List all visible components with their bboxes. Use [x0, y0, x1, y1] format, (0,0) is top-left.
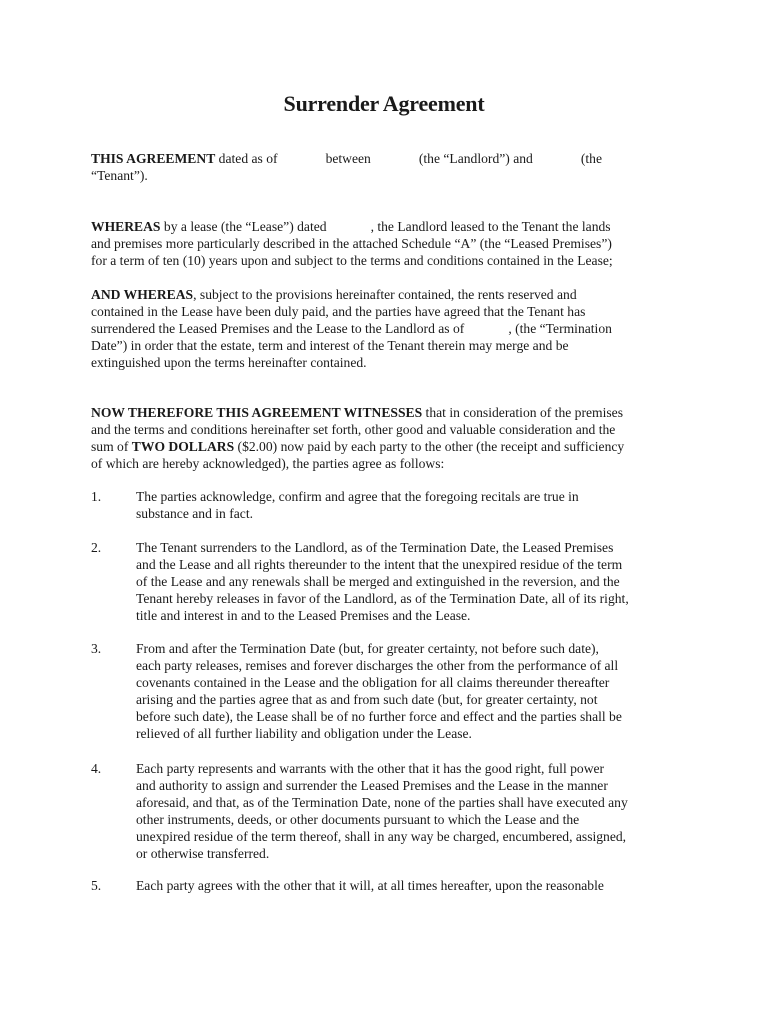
clause-line: From and after the Termination Date (but, for greater certainty, not before such date),: [136, 641, 599, 656]
clause-line: Each party agrees with the other that it will, at all times hereafter, upon the reasonable: [136, 878, 604, 893]
clause-text: [136, 761, 678, 862]
and-whereas-line-1: [91, 287, 678, 304]
clause-line: each party releases, remises and forever discharges the other from the performance of all: [136, 657, 619, 673]
clause-line: arising and the parties agree that as and from such date (but, for greater certainty, not: [136, 691, 598, 707]
clause-line: aforesaid, and that, as of the Termination Date, none of the parties shall have executed any: [136, 794, 628, 810]
clause-line: substance and in fact.: [136, 505, 254, 521]
clause-line: title and interest in and to the Leased Premises and the Lease.: [136, 607, 471, 623]
clause-line: covenants contained in the Lease and the obligation for all claims thereunder thereafter: [136, 674, 610, 690]
whereas-paragraph: [91, 219, 678, 270]
witnesses-text-3c: ($2.00) now paid by each party to the other (the receipt and sufficiency: [234, 438, 625, 454]
witnesses-line-4: of which are hereby acknowledged), the parties agree as follows:: [91, 455, 445, 471]
clause-number: 2.: [91, 540, 102, 555]
and-whereas-text-1: , subject to the provisions hereinafter contained, the rents reserved and: [193, 287, 577, 302]
and-whereas-line-2: contained in the Lease have been duly paid, and the parties have agreed that the Tenant has: [91, 303, 586, 319]
witnesses-line-1: [91, 405, 678, 422]
clause-line: or otherwise transferred.: [136, 845, 270, 861]
clause-text: [136, 641, 678, 742]
witnesses-amount: TWO DOLLARS: [131, 438, 235, 454]
witnesses-lead: NOW THEREFORE THIS AGREEMENT WITNESSES: [91, 405, 423, 420]
clause-line: Each party represents and warrants with the other that it has the good right, full power: [136, 761, 605, 776]
clause-line: of the Lease and any renewals shall be merged and extinguished in the reversion, and the: [136, 573, 620, 589]
whereas-text-1a: by a lease (the “Lease”) dated: [163, 219, 327, 234]
clause-line: other instruments, deeds, or other documents pursuant to which the Lease and the: [136, 811, 580, 827]
intro-between: between: [325, 151, 371, 166]
clause-line: The Tenant surrenders to the Landlord, as of the Termination Date, the Leased Premises: [136, 540, 614, 555]
witnesses-paragraph: [91, 405, 678, 473]
intro-dated: dated as of: [218, 151, 278, 166]
intro-line-2: “Tenant”).: [91, 167, 148, 183]
intro-line-1: [91, 151, 678, 168]
and-whereas-line-4: Date”) in order that the estate, term and interest of the Tenant therein may merge and be: [91, 337, 569, 353]
clause-number: 1.: [91, 489, 102, 504]
and-whereas-lead: AND WHEREAS: [91, 287, 194, 302]
intro-landlord: (the “Landlord”) and: [418, 151, 533, 166]
and-whereas-line-5: extinguished upon the terms hereinafter contained.: [91, 354, 367, 370]
whereas-lead: WHEREAS: [91, 219, 161, 234]
clause-line: The parties acknowledge, confirm and agree that the foregoing recitals are true in: [136, 489, 579, 504]
clause-line: and authority to assign and surrender the Leased Premises and the Lease in the manner: [136, 777, 608, 793]
witnesses-text-3a: sum of: [91, 438, 132, 454]
clause-line: Tenant hereby releases in favor of the Landlord, as of the Termination Date, all of its right,: [136, 590, 629, 606]
clause-text: [136, 540, 678, 625]
and-whereas-text-3b: , (the “Termination: [508, 320, 612, 336]
document-title: Surrender Agreement: [283, 91, 485, 116]
whereas-line-1: [91, 219, 678, 236]
intro-paragraph: [91, 151, 678, 185]
clause-line: before such date), the Lease shall be of no further force and effect and the parties shall be: [136, 708, 622, 724]
and-whereas-line-3: [91, 321, 678, 338]
clause-number: 5.: [91, 878, 102, 893]
clause-line: relieved of all further liability and obligation under the Lease.: [136, 725, 472, 741]
clause-text: [136, 489, 678, 523]
and-whereas-paragraph: [91, 287, 678, 372]
witnesses-line-2: and the terms and conditions hereinafter set forth, other good and valuable consideration and the: [91, 421, 616, 437]
witnesses-text-1: that in consideration of the premises: [422, 405, 623, 420]
whereas-line-3: for a term of ten (10) years upon and subject to the terms and conditions contained in the Lease;: [91, 252, 613, 268]
intro-lead: THIS AGREEMENT: [91, 151, 216, 166]
witnesses-line-3: [91, 439, 678, 456]
whereas-line-2: and premises more particularly described in the attached Schedule “A” (the “Leased Premises”): [91, 235, 612, 251]
clause-text: [136, 878, 678, 895]
intro-the: (the: [580, 151, 602, 166]
whereas-text-1b: , the Landlord leased to the Tenant the lands: [370, 219, 611, 234]
clause-line: unexpired residue of the term thereof, shall in any way be charged, encumbered, assigned,: [136, 828, 627, 844]
clause-line: and the Lease and all rights thereunder to the intent that the unexpired residue of the term: [136, 556, 623, 572]
clause-number: 4.: [91, 761, 102, 776]
clause-number: 3.: [91, 641, 102, 656]
and-whereas-text-3a: surrendered the Leased Premises and the Lease to the Landlord as of: [91, 320, 465, 336]
